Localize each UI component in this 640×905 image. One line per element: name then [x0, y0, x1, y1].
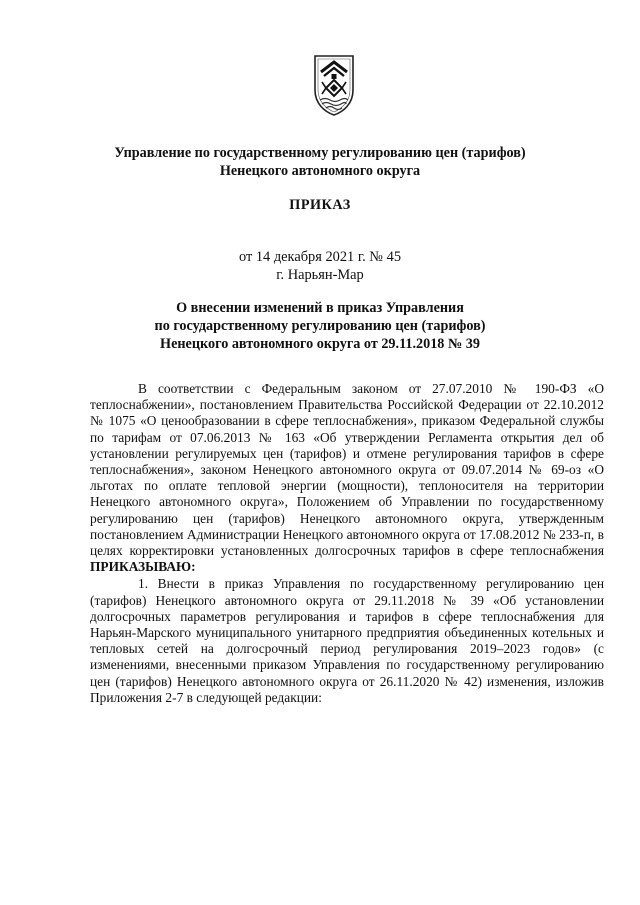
body-paragraph-1 [90, 381, 604, 575]
date-and-number: от 14 декабря 2021 г. № 45 [238, 249, 402, 265]
document-meta [0, 248, 640, 284]
body-paragraph-2: 1. Внести в приказ Управления по государственному регулированию цен (тарифов) Ненецкого автономного округа от 29.11.2018 № 39 «Об установлении долгосрочных параметров регулирования и тарифов в сфере теплоснабжения для Нарьян-Марского муниципального унитарного предприятия объединенных котельных и тепловых сетей на долгосрочный период регулирования 2019–2023 годов» (с изменениями, внесенными приказом Управления по государственному регулированию цен (тарифов) Ненецкого автономного округа от 26.11.2020 № 42) изменения, изложив Приложения 2-7 в следующей редакции: [90, 576, 604, 705]
place: г. Нарьян-Мар [276, 267, 364, 283]
order-command: ПРИКАЗЫВАЮ: [90, 559, 196, 575]
document-subject [0, 299, 640, 353]
paragraph-1-text: В соответствии с Федеральным законом от 27.07.2010 № 190-ФЗ «О теплоснабжении», постановлением Правительства Российской Федерации от 22.10.2012 № 1075 «О ценообразовании в сфере теплоснабжения», приказом Федеральной службы по тарифам от 07.06.2013 № 163 «Об утверждении Регламента открытия дел об установлении регулируемых цен (тарифов) и отмене регулирования тарифов в сфере теплоснабжения», законом Ненецкого автономного округа от 09.07.2014 № 69-оз «О льготах по оплате тепловой энергии (мощности), теплоносителя на территории Ненецкого автономного округа», Положением об Управлении по государственному регулированию цен (тарифов) Ненецкого автономного округа, утвержденным постановлением Администрации Ненецкого автономного округа от 17.08.2012 № 233-п, в целях корректировки установленных долгосрочных тарифов в сфере теплоснабжения [90, 381, 604, 559]
organization-name [0, 144, 640, 180]
subject-line-3: Ненецкого автономного округа от 29.11.2018 № 39 [160, 336, 480, 352]
document-type: ПРИКАЗ [289, 197, 351, 213]
document-body [90, 381, 604, 706]
coat-of-arms-icon [311, 52, 357, 118]
subject-line-1: О внесении изменений в приказ Управления [176, 300, 464, 316]
organization-line-1: Управление по государственному регулированию цен (тарифов) [114, 145, 526, 161]
organization-line-2: Ненецкого автономного округа [219, 163, 421, 179]
subject-line-2: по государственному регулированию цен (тарифов) [154, 318, 486, 334]
